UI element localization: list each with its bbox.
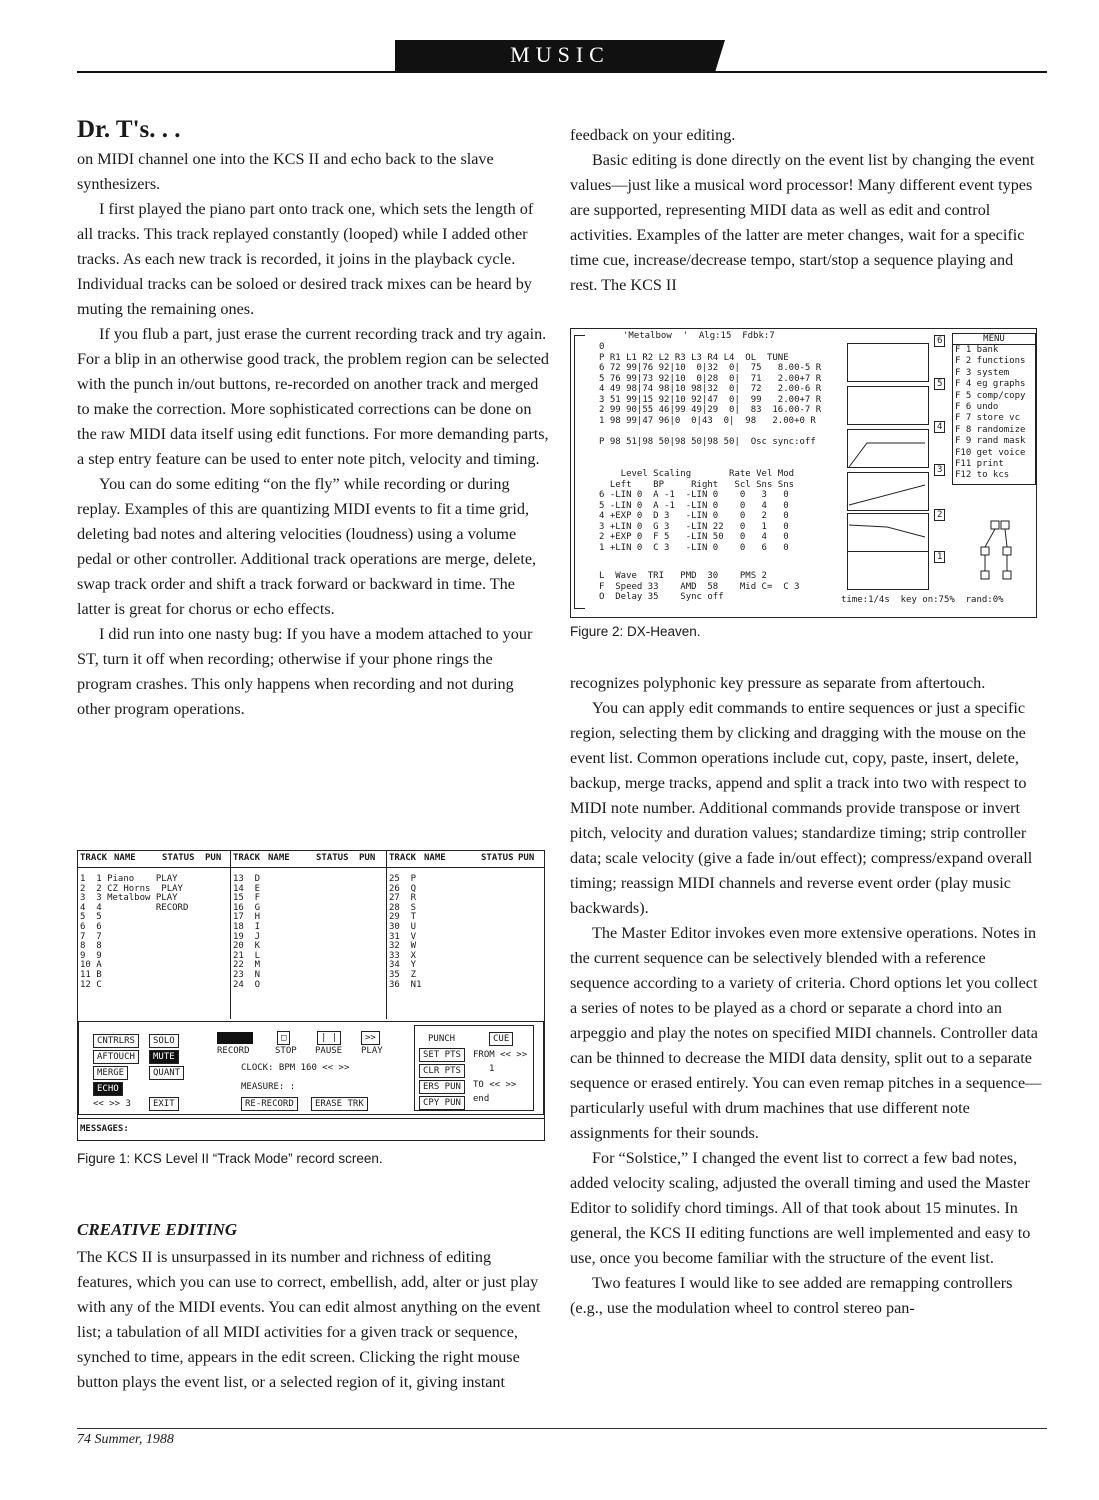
col-header: PUN — [205, 853, 222, 863]
echo-steps[interactable]: << >> 3 — [93, 1099, 131, 1109]
menu-item-to-kcs[interactable]: F12 to kcs — [955, 470, 1010, 481]
menu-item-bank[interactable]: F 1 bank — [955, 345, 999, 355]
col-header: TRACK — [233, 853, 261, 863]
menu-item-undo[interactable]: F 6 undo — [955, 402, 999, 413]
transport-panel — [78, 1021, 544, 1115]
voice-header: 'Metalbow ' Alg:15 Fdbk:7 — [623, 331, 775, 341]
punch-label: PUNCH — [428, 1034, 456, 1044]
envelope-curve — [847, 439, 927, 469]
left-bracket — [574, 335, 585, 609]
record-indicator[interactable] — [217, 1032, 253, 1044]
cpy-pun-button[interactable]: CPY PUN — [419, 1096, 465, 1110]
play-label: PLAY — [361, 1046, 383, 1056]
clock-readout[interactable]: CLOCK: BPM 160 << >> — [241, 1063, 350, 1073]
set-pts-button[interactable]: SET PTS — [419, 1048, 465, 1062]
from-control[interactable]: FROM << >> — [473, 1050, 528, 1060]
merge-button[interactable]: MERGE — [93, 1066, 128, 1080]
menu-item-rand-mask[interactable]: F 9 rand mask — [955, 436, 1026, 447]
env-number: 5 — [934, 378, 945, 390]
measure-readout[interactable]: MEASURE: : — [241, 1082, 296, 1092]
menu-item-get-voice[interactable]: F10 get voice — [955, 447, 1026, 458]
env-number: 1 — [934, 551, 945, 563]
figure-2-caption: Figure 2: DX-Heaven. — [570, 624, 701, 639]
track-list-1: 1 1 Piano PLAY 2 2 CZ Horns PLAY 3 3 Metalbow PLAY 4 4 RECORD 5 5 6 6 7 7 8 8 9 9 10 A 11 B 12 C — [80, 874, 189, 990]
status-line: time:1/4s key on:75% rand:0% — [841, 595, 1004, 605]
exit-button[interactable]: EXIT — [149, 1097, 179, 1111]
menu-item-randomize[interactable]: F 8 randomize — [955, 424, 1026, 435]
clr-pts-button[interactable]: CLR PTS — [419, 1064, 465, 1078]
paragraph: You can do some editing “on the fly” while recording or during replay. Examples of this are quantizing MIDI events to fit a time grid, deleting bad notes and altering velocities (loudness) using a volume pedal or other controller. Additional track operations are merge, delete, swap track order and shift a track forward or backward in time. The latter is great for chorus or echo effects. — [77, 475, 537, 618]
function-menu — [952, 333, 1036, 485]
pause-label: PAUSE — [315, 1046, 343, 1056]
scaling-table: Level Scaling Rate Vel Mod Left BP Right Scl Sns Sns 6 -LIN 0 A -1 -LIN 0 0 3 0 5 -LIN 0 A -1 -LIN 0 0 4 0 4 +EXP 0 D 3 -LIN 0 0 2 0 3 +LIN 0 G 3 -LIN 22 0 1 0 2 +EXP 0 F 5 -LIN 50 0 4 0 1 +LIN 0 C 3 -LIN 0 0 6 0 — [599, 469, 795, 553]
quant-button[interactable]: QUANT — [149, 1066, 184, 1080]
envelope-curve — [847, 519, 927, 549]
cntrlrs-button[interactable]: CNTRLRS — [93, 1034, 139, 1048]
play-icon[interactable]: >> — [361, 1031, 380, 1045]
env-number: 6 — [934, 335, 945, 347]
article-title: Dr. T's. . . — [77, 116, 181, 143]
figure-2-dx-heaven-screen — [570, 328, 1037, 618]
echo-button[interactable]: ECHO — [93, 1082, 123, 1096]
paragraph: on MIDI channel one into the KCS II and echo back to the slave synthesizers. — [77, 150, 494, 193]
right-column-bottom — [570, 671, 1042, 1321]
figure-1-caption: Figure 1: KCS Level II “Track Mode” record screen. — [77, 1151, 383, 1166]
menu-item-system[interactable]: F 3 system — [955, 367, 1010, 378]
mute-button[interactable]: MUTE — [149, 1050, 179, 1064]
menu-item-eg-graphs[interactable]: F 4 eg graphs — [955, 379, 1026, 390]
paragraph: I did run into one nasty bug: If you have a modem attached to your ST, turn it off when recording; otherwise if your phone rings the program crashes. This only happens when recording and not during other program operations. — [77, 625, 533, 718]
erase-trk-button[interactable]: ERASE TRK — [311, 1097, 368, 1111]
operator-table: 0 P R1 L1 R2 L2 R3 L3 R4 L4 OL TUNE 6 72 99|76 92|10 0|32 0| 75 8.00-5 R 5 76 99|73 92|10 0|28 0| 71 2.00+7 R 4 49 98|74 98|10 98|32 0| 72 2.00-6 R 3 51 99|15 92|10 92|47 0| 99 2.00+7 R 2 99 90|55 46|99 49|29 0| 83 16.00-7 R 1 98 99|47 96|0 0|43 0| 98 2.00+0 R P 98 51|98 50|98 50|98 50| Osc sync:off — [599, 342, 822, 447]
paragraph: Two features I would like to see added are remapping controllers (e.g., use the modulation wheel to control stereo pan- — [570, 1274, 1013, 1317]
menu-title: MENU — [953, 334, 1035, 345]
paragraph: recognizes polyphonic key pressure as separate from aftertouch. — [570, 674, 986, 692]
paragraph: The Master Editor invokes even more extensive operations. Notes in the current sequence can be selectively blended with a reference sequence according to a variety of criteria. Chord options let you collect a series of notes to be played as a chord or separate a chord into an arpeggio and play the notes on specified MIDI channels. Controller data can be thinned to decrease the MIDI data density, split out to a separate sequence or erased entirely. You can even remap pitches in a sequence—particularly useful with drum machines that use different note assignments for their sounds. — [570, 924, 1042, 1142]
stop-icon[interactable]: □ — [277, 1031, 290, 1045]
env-number: 4 — [934, 421, 945, 433]
right-column-top — [570, 123, 1042, 298]
stop-label: STOP — [275, 1046, 297, 1056]
section-label: MUSIC — [510, 42, 610, 67]
envelope-graph — [847, 551, 929, 590]
col-header: STATUS — [481, 853, 514, 863]
aftouch-button[interactable]: AFTOUCH — [93, 1050, 139, 1064]
paragraph: For “Solstice,” I changed the event list to correct a few bad notes, added velocity scaling, adjusted the overall timing and used the Master Editor to solidify chord timings. All of that took about 15 minutes. In general, the KCS II editing functions are well implemented and easy to use, once you become familiar with the structure of the event list. — [570, 1149, 1031, 1267]
envelope-graph — [847, 386, 929, 425]
cue-button[interactable]: CUE — [489, 1032, 513, 1046]
record-label: RECORD — [217, 1046, 250, 1056]
menu-item-store-vc[interactable]: F 7 store vc — [955, 413, 1021, 424]
left-column-continued — [77, 1245, 549, 1395]
env-number: 3 — [934, 464, 945, 476]
section-subhead: CREATIVE EDITING — [77, 1220, 238, 1239]
paragraph: You can apply edit commands to entire sequences or just a specific region, selecting them by clicking and dragging with the mouse on the event list. Common operations include cut, copy, paste, insert, delete, backup, merge tracks, append and split a track into two with respect to MIDI note number. Additional commands provide transpose or invert pitch, velocity and duration values; standardize timing; strip controller data; scale velocity (give a fade in/out effect); compress/expand overall timing; reassign MIDI channels and reverse event order (play music backwards). — [570, 699, 1033, 917]
divider — [386, 851, 387, 1019]
track-list-3: 25 P 26 Q 27 R 28 S 29 T 30 U 31 V 32 W 33 X 34 Y 35 Z 36 N1 — [389, 874, 422, 990]
col-header: STATUS — [162, 853, 195, 863]
col-header: NAME — [114, 853, 136, 863]
to-value: end — [473, 1094, 490, 1104]
messages-label: MESSAGES: — [80, 1124, 129, 1134]
paragraph: The KCS II is unsurpassed in its number and richness of editing features, which you can use to correct, embellish, add, alter or just play with any of the MIDI events. You can edit almost anything on the event list; a tabulation of all MIDI activities for a given track or sequence, synched to time, appears in the edit screen. Clicking the right mouse button plays the event list, or a selected region of it, giving instant — [77, 1248, 541, 1391]
col-header: STATUS — [316, 853, 349, 863]
from-value: 1 — [489, 1064, 495, 1074]
message-bar — [78, 1118, 544, 1140]
env-number: 2 — [934, 509, 945, 521]
col-header: NAME — [424, 853, 446, 863]
menu-item-functions[interactable]: F 2 functions — [955, 356, 1026, 367]
menu-item-comp-copy[interactable]: F 5 comp/copy — [955, 390, 1026, 401]
to-control[interactable]: TO << >> — [473, 1080, 517, 1090]
col-header: PUN — [359, 853, 376, 863]
col-header: NAME — [268, 853, 290, 863]
menu-item-print[interactable]: F11 print — [955, 459, 1004, 470]
paragraph: feedback on your editing. — [570, 126, 736, 144]
lfo-table: L Wave TRI PMD 30 PMS 2 F Speed 33 AMD 58 Mid C= C 3 O Delay 35 Sync off — [599, 571, 800, 602]
figure-1-track-mode-screen — [77, 850, 545, 1141]
divider — [230, 851, 231, 1019]
ers-pun-button[interactable]: ERS PUN — [419, 1080, 465, 1094]
page-folio: 74 Summer, 1988 — [77, 1432, 174, 1447]
col-header: TRACK — [80, 853, 108, 863]
track-table-header — [78, 851, 544, 868]
left-column — [77, 147, 549, 722]
paragraph: I first played the piano part onto track one, which sets the length of all tracks. This track replayed constantly (looped) while I added other tracks. As each new track is recorded, it joins in the playback cycle. Individual tracks can be soloed or desired track mixes can be heard by muting the remaining ones. — [77, 200, 534, 318]
algorithm-diagram — [973, 519, 1023, 589]
paragraph: Basic editing is done directly on the event list by changing the event values—just like a musical word processor! Many different event types are supported, representing MIDI data as well as edit and control activities. Examples of the latter are meter changes, wait for a specific time cue, increase/decrease tempo, start/stop a sequence playing and rest. The KCS II — [570, 151, 1035, 294]
paragraph: If you flub a part, just erase the current recording track and try again. For a blip in an otherwise good track, the problem region can be selected with the punch in/out buttons, re-recorded on another track and merged to make the correction. More sophisticated corrections can be done on the raw MIDI data itself using edit functions. For more demanding parts, a step entry feature can be used to enter note pitch, velocity and timing. — [77, 325, 549, 468]
col-header: PUN — [518, 853, 535, 863]
pause-icon[interactable]: | | — [317, 1031, 341, 1045]
solo-button[interactable]: SOLO — [149, 1034, 179, 1048]
track-list-2: 13 D 14 E 15 F 16 G 17 H 18 I 19 J 20 K 21 L 22 M 23 N 24 O — [233, 874, 261, 990]
rerecord-button[interactable]: RE-RECORD — [241, 1097, 298, 1111]
envelope-graph — [847, 343, 929, 382]
col-header: TRACK — [389, 853, 417, 863]
footer-rule — [77, 1428, 1047, 1429]
envelope-curve — [847, 479, 927, 509]
